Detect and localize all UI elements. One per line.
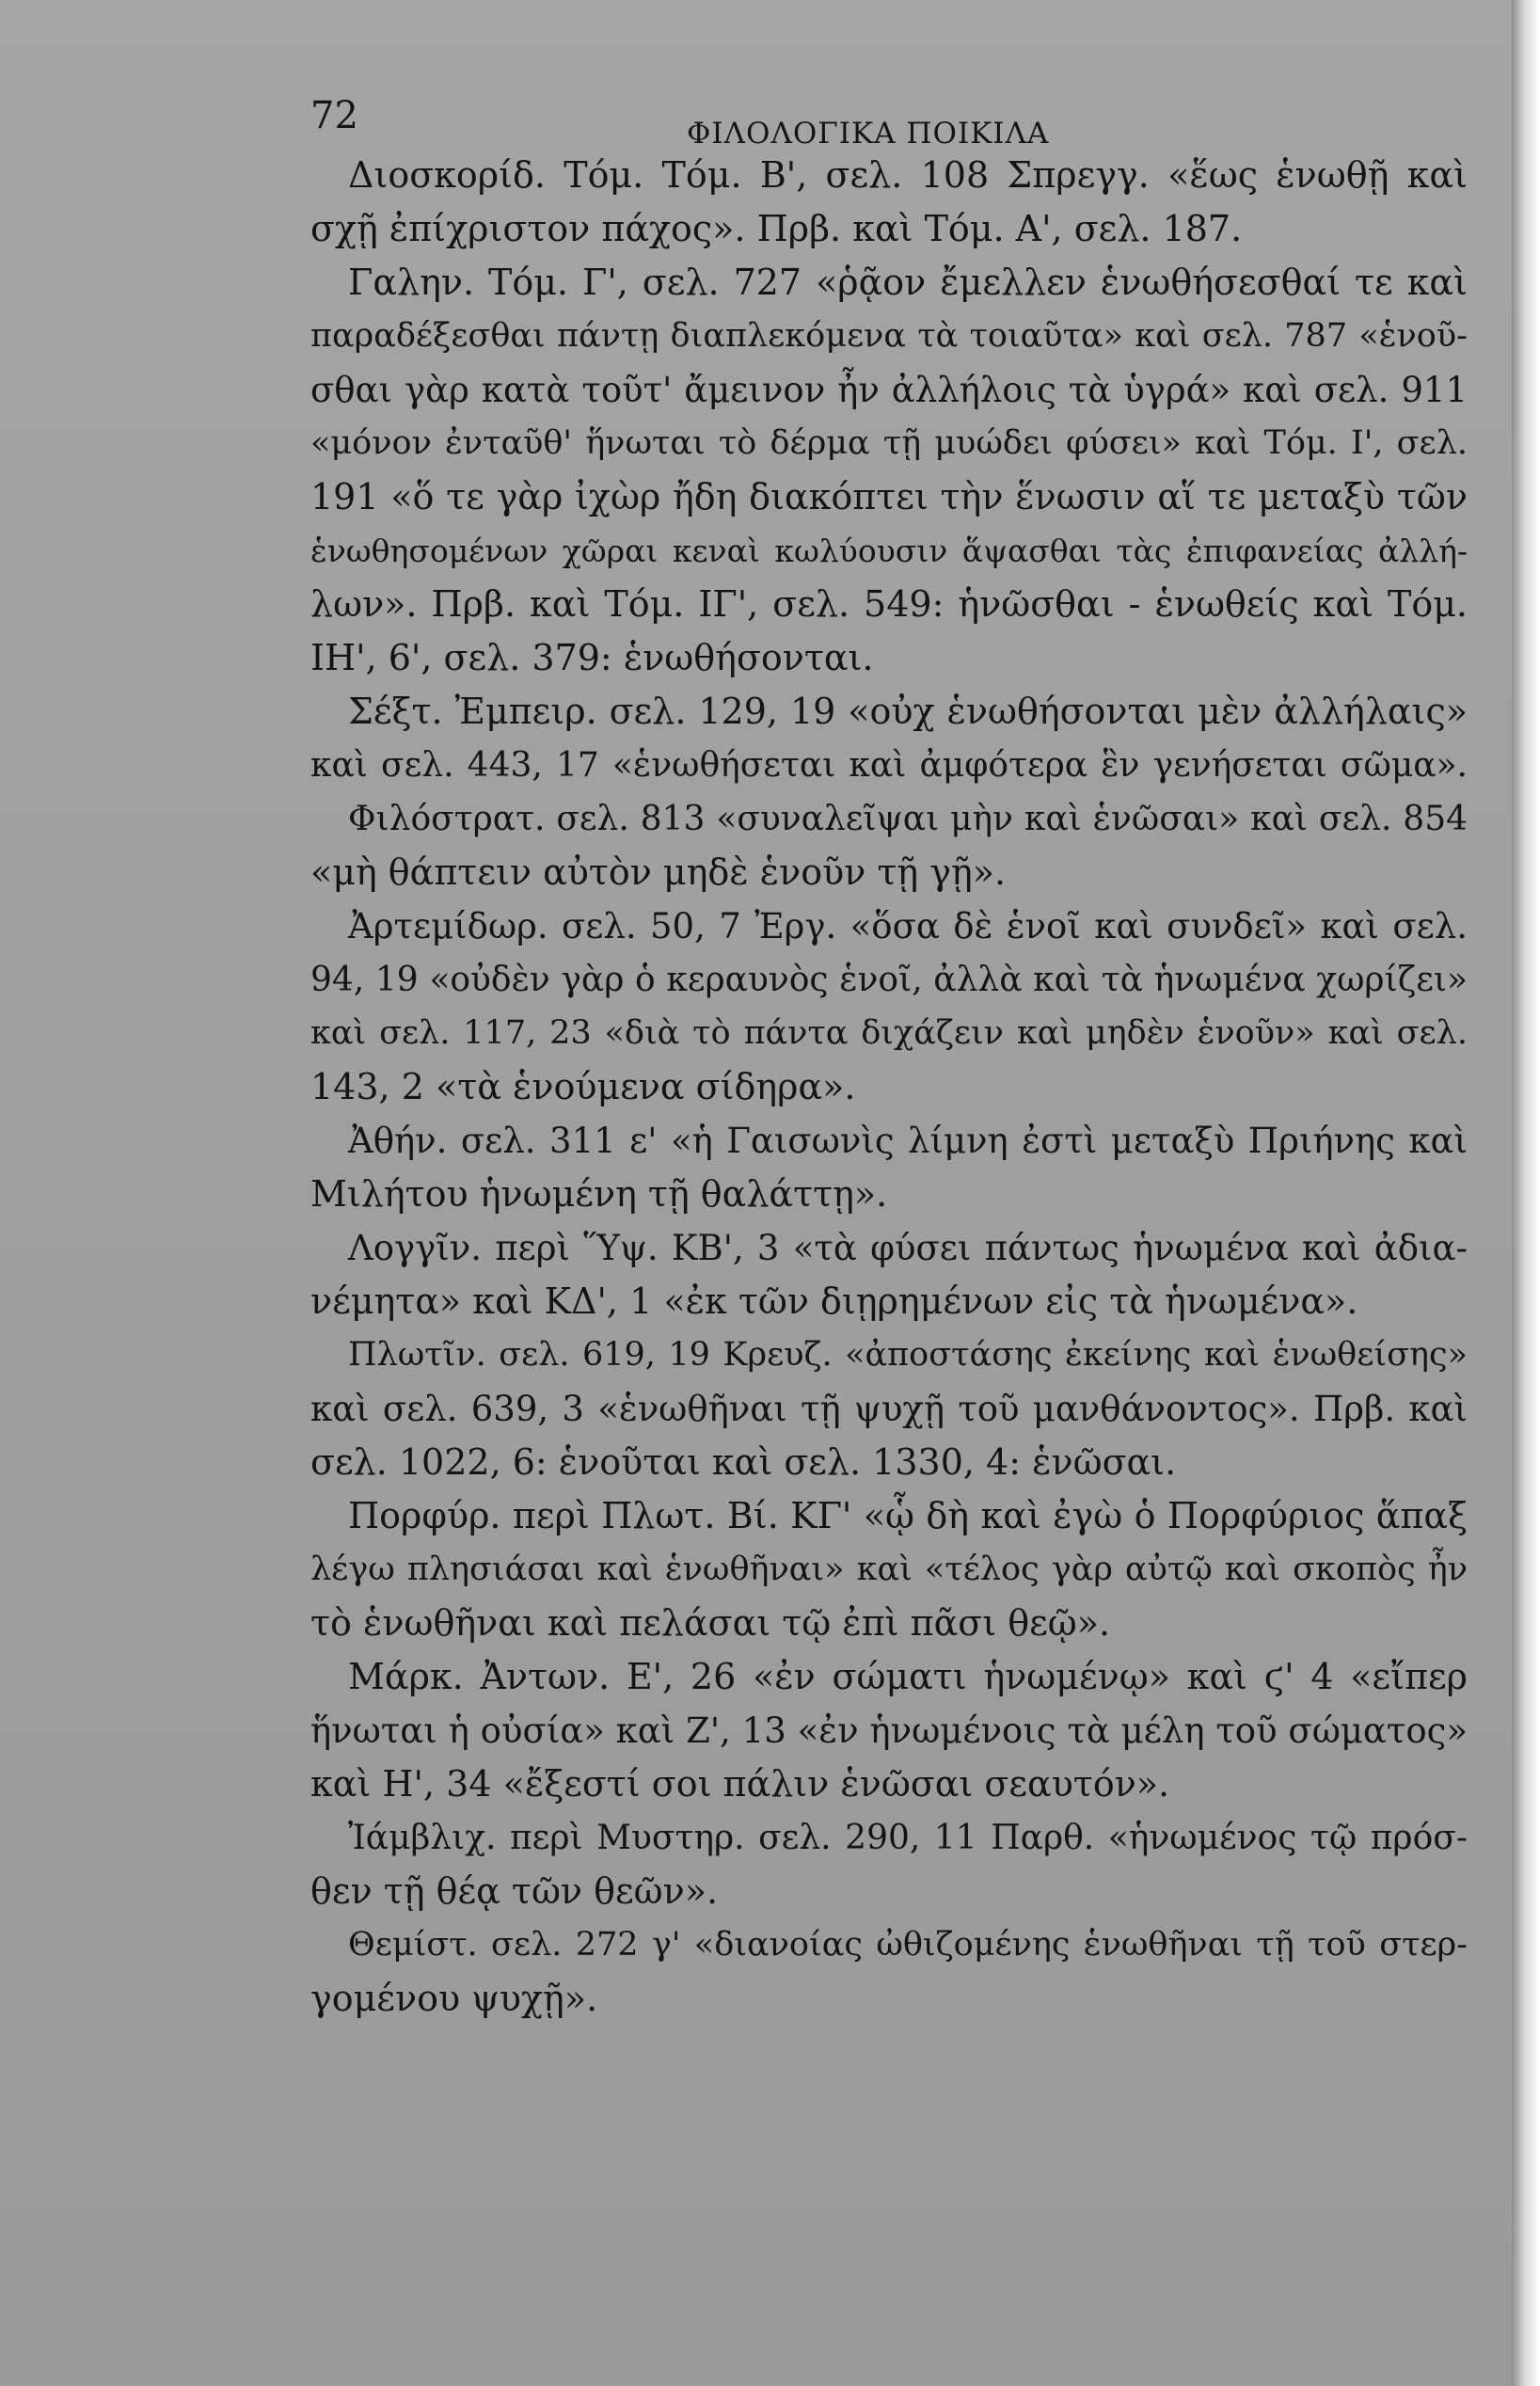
text-line: νέμητα» καὶ ΚΔ', 1 «ἐκ τῶν διῃρημένων εἰς τὰ ἡνωμένα». <box>310 1280 1358 1322</box>
text-line: ΙΗ', 6', σελ. 379: ἑνωθήσονται. <box>310 637 874 678</box>
text-line: Γαλην. Τόμ. Γ', σελ. 727 «ῥᾷον ἔμελλεν ἑνωθήσεσθαί τε καὶ <box>348 262 1468 303</box>
text-line: λων». Πρβ. καὶ Τόμ. ΙΓ', σελ. 549: ἡνῶσθαι - ἑνωθείς καὶ Τόμ. <box>310 583 1468 625</box>
text-line: Μιλήτου ἡνωμένη τῇ θαλάττῃ». <box>310 1173 888 1215</box>
page-edge <box>1512 0 1540 2386</box>
body-text <box>310 149 1468 2026</box>
text-line: σχῇ ἐπίχριστον πάχος». Πρβ. καὶ Τόμ. Α', σελ. 187. <box>310 208 1243 249</box>
text-line: ἥνωται ἡ οὐσία» καὶ Ζ', 13 «ἐν ἡνωμένοις τὰ μέλη τοῦ σώματος» <box>310 1710 1468 1751</box>
text-line: 143, 2 «τὰ ἑνούμενα σίδηρα». <box>310 1066 856 1107</box>
text-line: σθαι γὰρ κατὰ τοῦτ' ἄμεινον ἦν ἀλλήλοις τὰ ὑγρά» καὶ σελ. 911 <box>310 370 1468 410</box>
text-line: καὶ σελ. 117, 23 «διὰ τὸ πάντα διχάζειν καὶ μηδὲν ἑνοῦν» καὶ σελ. <box>310 1014 1468 1052</box>
text-line: Πλωτῖν. σελ. 619, 19 Κρευζ. «ἀποστάσης ἐκείνης καὶ ἑνωθείσης» <box>348 1336 1468 1374</box>
text-line: Διοσκορίδ. Τόμ. Τόμ. Β', σελ. 108 Σπρεγγ. «ἕως ἑνωθῇ καὶ <box>348 154 1468 196</box>
text-line: σελ. 1022, 6: ἑνοῦται καὶ σελ. 1330, 4: ἑνῶσαι. <box>310 1441 1177 1483</box>
text-line: γομένου ψυχῇ». <box>310 1978 598 2019</box>
text-line: ἑνωθησομένων χῶραι κεναὶ κωλύουσιν ἅψασθαι τὰς ἐπιφανείας ἀλλή- <box>310 533 1468 569</box>
text-line: Θεμίστ. σελ. 272 γ' «διανοίας ὠθιζομένης ἑνωθῆναι τῇ τοῦ στερ- <box>348 1926 1468 1964</box>
text-line: παραδέξεσθαι πάντῃ διαπλεκόμενα τὰ τοιαῦτα» καὶ σελ. 787 «ἑνοῦ- <box>310 317 1468 355</box>
text-line: λέγω πλησιάσαι καὶ ἑνωθῆναι» καὶ «τέλος γὰρ αὐτῷ καὶ σκοπὸς ἦν <box>310 1551 1468 1588</box>
text-line: καὶ Η', 34 «ἔξεστί σοι πάλιν ἑνῶσαι σεαυτόν». <box>310 1763 1170 1805</box>
text-line: «μόνον ἐνταῦθ' ἥνωται τὸ δέρμα τῇ μυώδει φύσει» καὶ Τόμ. Ι', σελ. <box>310 424 1468 462</box>
text-line: 94, 19 «οὐδὲν γὰρ ὁ κεραυνὸς ἑνοῖ, ἀλλὰ καὶ τὰ ἡνωμένα χωρίζει» <box>310 961 1468 999</box>
text-line: «μὴ θάπτειν αὐτὸν μηδὲ ἑνοῦν τῇ γῇ». <box>310 851 1007 893</box>
text-line: θεν τῇ θέᾳ τῶν θεῶν». <box>310 1870 719 1912</box>
text-line: Φιλόστρατ. σελ. 813 «συναλεῖψαι μὴν καὶ ἑνῶσαι» καὶ σελ. 854 <box>348 800 1468 838</box>
text-line: Μάρκ. Ἀντων. Ε', 26 «ἐν σώματι ἡνωμένῳ» καὶ ϛ' 4 «εἴπερ <box>348 1656 1468 1697</box>
text-line: Ἰάμβλιχ. περὶ Μυστηρ. σελ. 290, 11 Παρθ. «ἡνωμένος τῷ πρόσ- <box>348 1819 1468 1857</box>
text-line: Λογγῖν. περὶ Ὕψ. ΚΒ', 3 «τὰ φύσει πάντως ἡνωμένα καὶ ἀδια- <box>348 1228 1468 1268</box>
text-line: καὶ σελ. 443, 17 «ἑνωθήσεται καὶ ἀμφότερα ἓν γενήσεται σῶμα». <box>310 746 1468 785</box>
page-header <box>310 94 1392 151</box>
text-line: Πορφύρ. περὶ Πλωτ. Βί. ΚΓ' «ᾧ δὴ καὶ ἐγὼ ὁ Πορφύριος ἅπαξ <box>348 1495 1468 1536</box>
text-line: τὸ ἑνωθῆναι καὶ πελάσαι τῷ ἐπὶ πᾶσι θεῷ». <box>310 1602 1111 1644</box>
text-line: Ἀθήν. σελ. 311 ε' «ἡ Γαισωνὶς λίμνη ἐστὶ μεταξὺ Πριήνης καὶ <box>348 1121 1468 1161</box>
text-line: καὶ σελ. 639, 3 «ἑνωθῆναι τῇ ψυχῇ τοῦ μανθάνοντος». Πρβ. καὶ <box>310 1389 1468 1429</box>
page-number: 72 <box>310 94 358 137</box>
text-line: Σέξτ. Ἐμπειρ. σελ. 129, 19 «οὐχ ἑνωθήσονται μὲν ἀλλήλαις» <box>348 691 1468 732</box>
text-line: Ἀρτεμίδωρ. σελ. 50, 7 Ἐργ. «ὅσα δὲ ἑνοῖ καὶ συνδεῖ» καὶ σελ. <box>348 906 1468 946</box>
text-line: 191 «ὅ τε γὰρ ἰχὼρ ἤδη διακόπτει τὴν ἕνωσιν αἵ τε μεταξὺ τῶν <box>310 476 1468 517</box>
running-head: ΦΙΛΟΛΟΓΙΚΑ ΠΟΙΚΙΛΑ <box>687 117 1050 151</box>
